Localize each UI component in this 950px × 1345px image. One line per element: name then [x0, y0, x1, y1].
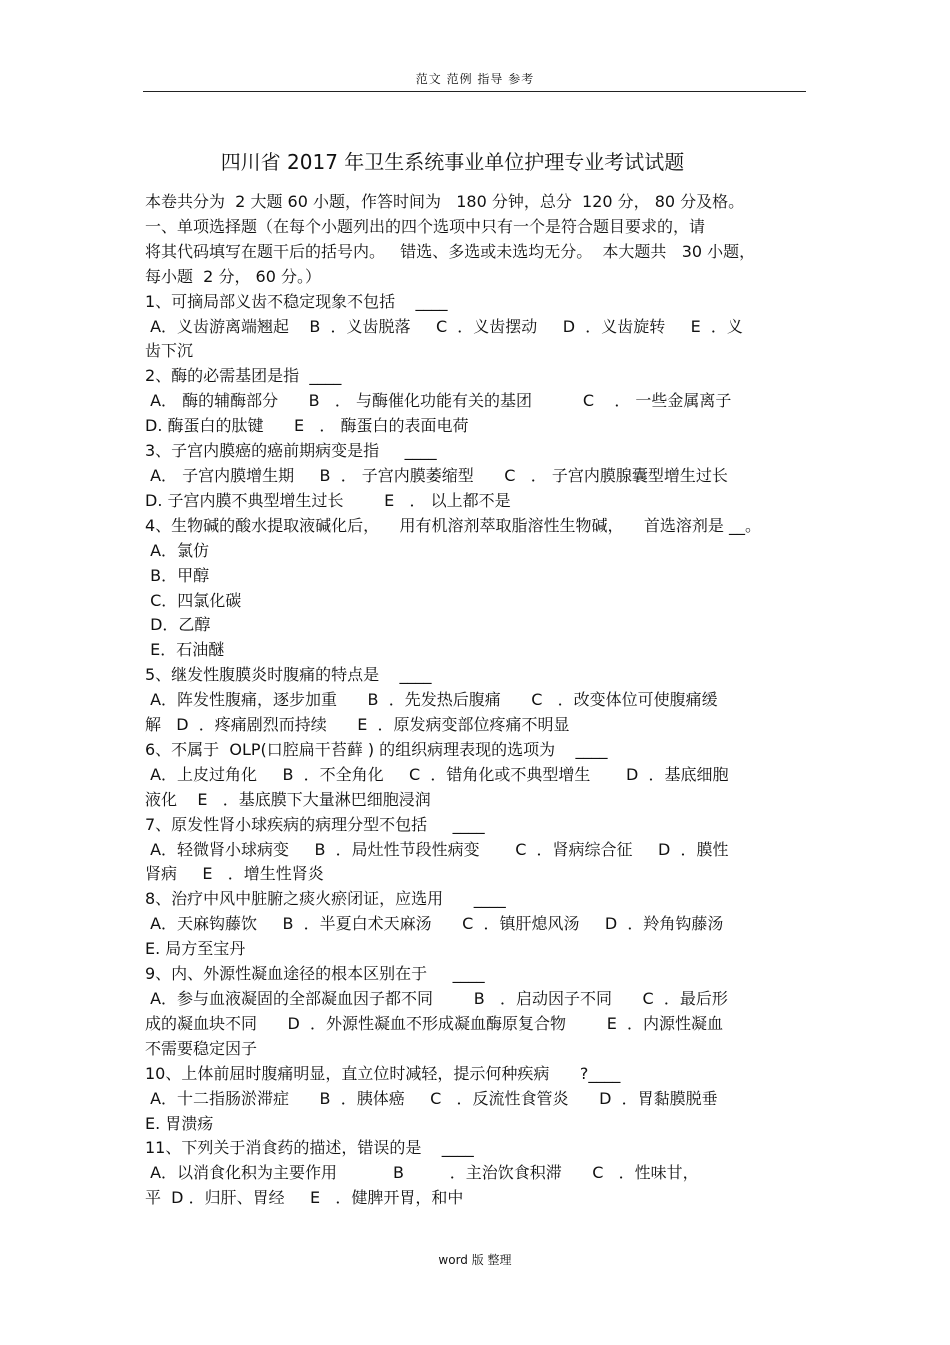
text-line: 一、单项选择题（在每个小题列出的四个选项中只有一个是符合题目要求的，请 — [145, 216, 706, 236]
text-line: E．石油醚 — [145, 640, 225, 660]
text-line: A．上皮过角化 B ．不全角化 C ．错角化或不典型增生 D ．基底细胞 — [145, 764, 729, 784]
text-line: 齿下沉 — [145, 341, 194, 361]
text-line: A．义齿游离端翘起 B ．义齿脱落 C ．义齿摆动 D ．义齿旋转 E ．义 — [145, 316, 743, 336]
text-line: 2、酶的必需基团是指 ____ — [145, 366, 342, 386]
text-line: A．参与血液凝固的全部凝血因子都不同 B ．启动因子不同 C ．最后形 — [145, 989, 728, 1008]
text-line: A． 酶的辅酶部分 B ． 与酶催化功能有关的基团 C ． 一些金属离子 — [145, 391, 732, 411]
text-line: 10、上体前屈时腹痛明显，直立位时减轻，提示何种疾病 ?____ — [145, 1063, 621, 1083]
text-line: 11、下列关于消食药的描述，错误的是 ____ — [145, 1138, 474, 1158]
text-line: 9、内、外源性凝血途径的根本区别在于 ____ — [145, 964, 485, 984]
page-header: 范文 范例 指导 参考 — [415, 72, 535, 86]
text-line: 4、生物碱的酸水提取液碱化后， 用有机溶剂萃取脂溶性生物碱， 首选溶剂是 __。 — [145, 515, 761, 535]
text-line: A．阵发性腹痛，逐步加重 B ．先发热后腹痛 C ．改变体位可使腹痛缓 — [145, 690, 718, 710]
text-line: 不需要稳定因子 — [145, 1038, 258, 1058]
text-line: D．乙醇 — [145, 615, 211, 635]
text-line: 8、治疗中风中脏腑之痰火瘀闭证，应选用 ____ — [145, 889, 506, 909]
text-line: 1、可摘局部义齿不稳定现象不包括 ____ — [145, 291, 448, 311]
text-line: 成的凝血块不同 D ．外源性凝血不形成凝血酶原复合物 E ．内源性凝血 — [145, 1013, 723, 1033]
exam-body — [145, 190, 810, 1211]
header-rule — [143, 91, 806, 92]
text-line: A． 子宫内膜增生期 B ． 子宫内膜萎缩型 C ． 子宫内膜腺囊型增生过长 — [145, 465, 728, 485]
page-title: 四川省 2017 年卫生系统事业单位护理专业考试试题 — [220, 150, 685, 174]
text-line: C．四氯化碳 — [145, 590, 242, 610]
text-line: E. 胃溃疡 — [145, 1113, 214, 1133]
text-line: 将其代码填写在题干后的括号内。 错选、多选或未选均无分。 本大题共 30 小题， — [145, 241, 756, 261]
text-line: 平 D ．归肝、胃经 E ．健脾开胃，和中 — [145, 1188, 464, 1208]
text-line: 解 D ．疼痛剧烈而持续 E ．原发病变部位疼痛不明显 — [145, 715, 570, 735]
text-line: D. 子宫内膜不典型增生过长 E ． 以上都不是 — [145, 490, 511, 510]
text-line: D. 酶蛋白的肽键 E ． 酶蛋白的表面电荷 — [145, 416, 469, 436]
text-line: 液化 E ．基底膜下大量淋巴细胞浸润 — [145, 789, 431, 809]
text-line: B．甲醇 — [145, 565, 210, 585]
text-line: 7、原发性肾小球疾病的病理分型不包括 ____ — [145, 814, 485, 834]
text-line: A．以消食化积为主要作用 B ．主治饮食积滞 C ．性味甘， — [145, 1163, 699, 1183]
text-line: A．十二指肠淤滞症 B ．胰体癌 C ．反流性食管炎 D ．胃黏膜脱垂 — [145, 1088, 718, 1108]
text-line: 肾病 E ．增生性肾炎 — [145, 864, 324, 884]
text-line: 每小题 2 分， 60 分。） — [145, 266, 321, 286]
text-line: A．天麻钩藤饮 B ．半夏白术天麻汤 C ．镇肝熄风汤 D ．羚角钩藤汤 — [145, 914, 724, 934]
text-line: 3、子宫内膜癌的癌前期病变是指 ____ — [145, 441, 437, 461]
page-footer: word 版 整理 — [438, 1253, 512, 1267]
text-line: 本卷共分为 2 大题 60 小题，作答时间为 180 分钟，总分 120 分， 80 分及格。 — [145, 192, 745, 211]
text-line: 6、不属于 OLP(口腔扁干苔藓 ) 的组织病理表现的选项为 ____ — [145, 739, 608, 759]
text-line: 5、继发性腹膜炎时腹痛的特点是 ____ — [145, 665, 432, 685]
text-line: A．轻微肾小球病变 B ．局灶性节段性病变 C ．肾病综合征 D ．膜性 — [145, 839, 729, 859]
text-line: E. 局方至宝丹 — [145, 939, 246, 959]
text-line: A．氯仿 — [145, 540, 210, 560]
